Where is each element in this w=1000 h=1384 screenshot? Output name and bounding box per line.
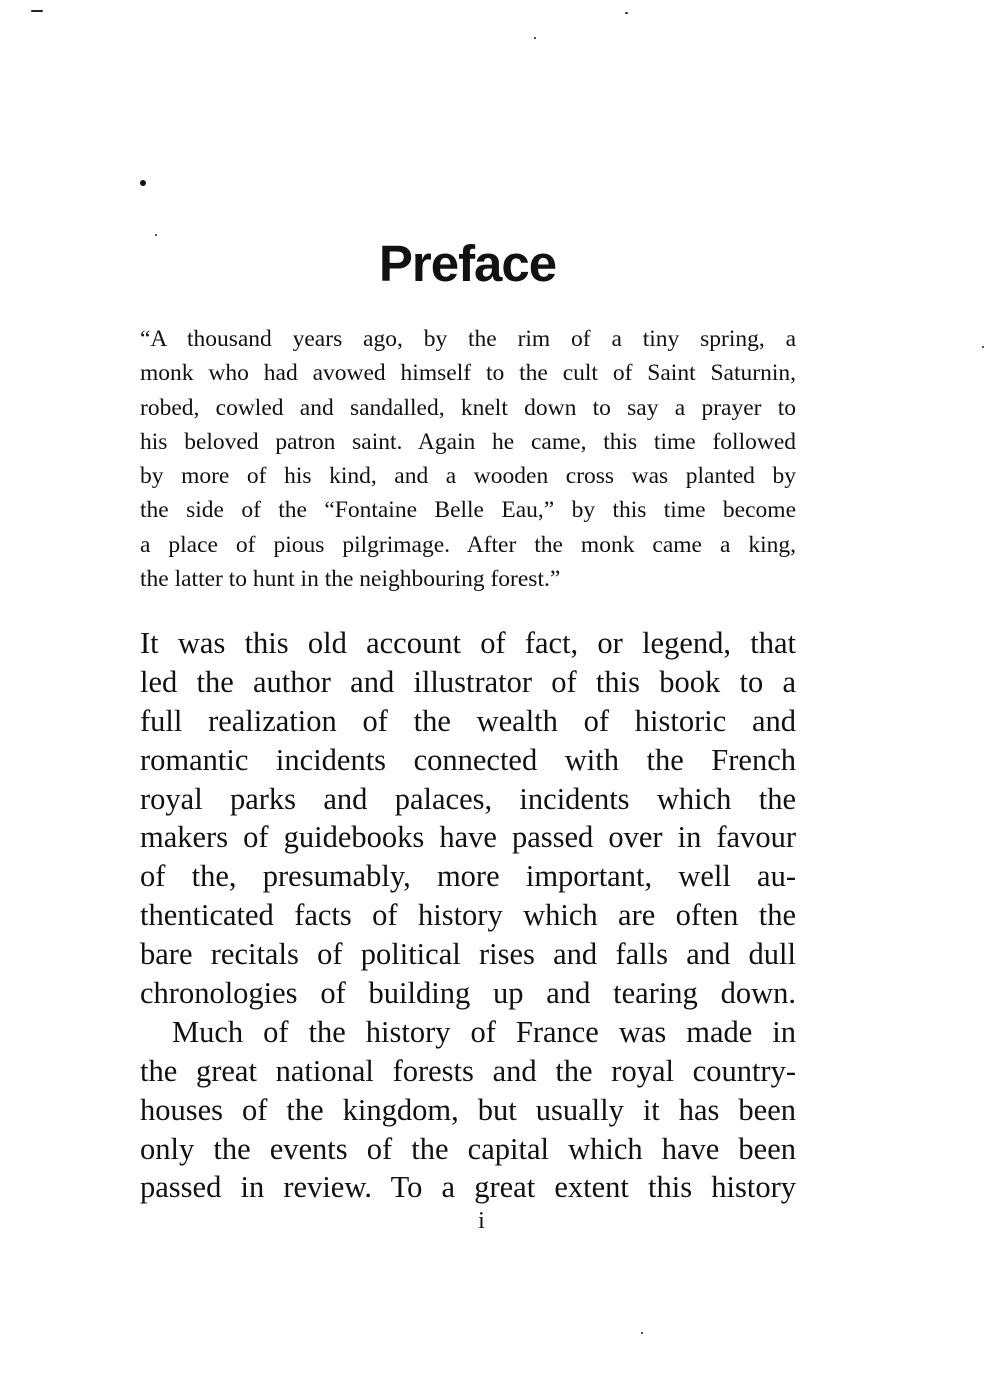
scan-speck: [625, 12, 628, 14]
paragraph-1-line: chronologies of building up and tearing down.: [140, 976, 796, 1011]
paragraph-2-line: Much of the history of France was made in: [172, 1014, 796, 1049]
paragraph-1-line: makers of guidebooks have passed over in favour: [140, 820, 796, 855]
epigraph: [140, 322, 796, 596]
epigraph-line: his beloved patron saint. Again he came, this time followed: [140, 428, 796, 455]
paragraph-2-line: only the events of the capital which have been: [140, 1131, 796, 1166]
epigraph-line: the side of the “Fontaine Belle Eau,” by this time become: [140, 497, 796, 524]
epigraph-line: the latter to hunt in the neighbouring forest.”: [140, 566, 561, 593]
scan-speck: [534, 37, 536, 39]
paragraph-1-line: romantic incidents connected with the French: [140, 742, 796, 777]
scan-speck: [641, 1332, 643, 1334]
scan-speck: [31, 10, 43, 12]
paragraph-1-line: bare recitals of political rises and falls and dull: [140, 937, 796, 972]
paragraph-1-line: It was this old account of fact, or legend, that: [140, 626, 796, 660]
epigraph-line: monk who had avowed himself to the cult of Saint Saturnin,: [140, 360, 796, 387]
paragraph-1-line: royal parks and palaces, incidents which the: [140, 781, 796, 816]
paragraph-1-line: full realization of the wealth of historic and: [140, 703, 796, 738]
page-title: Preface: [378, 235, 557, 292]
paragraph-1-line: led the author and illustrator of this book to a: [140, 664, 796, 699]
bullet-mark: [140, 180, 146, 186]
paragraph-1-line: thenticated facts of history which are often the: [140, 898, 796, 933]
paragraph-2-line: houses of the kingdom, but usually it has been: [140, 1092, 796, 1127]
page-number: i: [478, 1208, 485, 1234]
paragraph-2-line: passed in review. To a great extent this history: [140, 1170, 796, 1205]
scan-speck: [982, 346, 984, 348]
epigraph-line: by more of his kind, and a wooden cross was planted by: [140, 463, 796, 490]
paragraph-1-line: of the, presumably, more important, well au-: [140, 859, 796, 894]
epigraph-line: “A thousand years ago, by the rim of a tiny spring, a: [140, 326, 796, 352]
paragraph-2-line: the great national forests and the royal country-: [140, 1053, 796, 1088]
epigraph-line: robed, cowled and sandalled, knelt down to say a prayer to: [140, 394, 796, 421]
body-text: [140, 624, 796, 1207]
epigraph-line: a place of pious pilgrimage. After the monk came a king,: [140, 531, 796, 558]
